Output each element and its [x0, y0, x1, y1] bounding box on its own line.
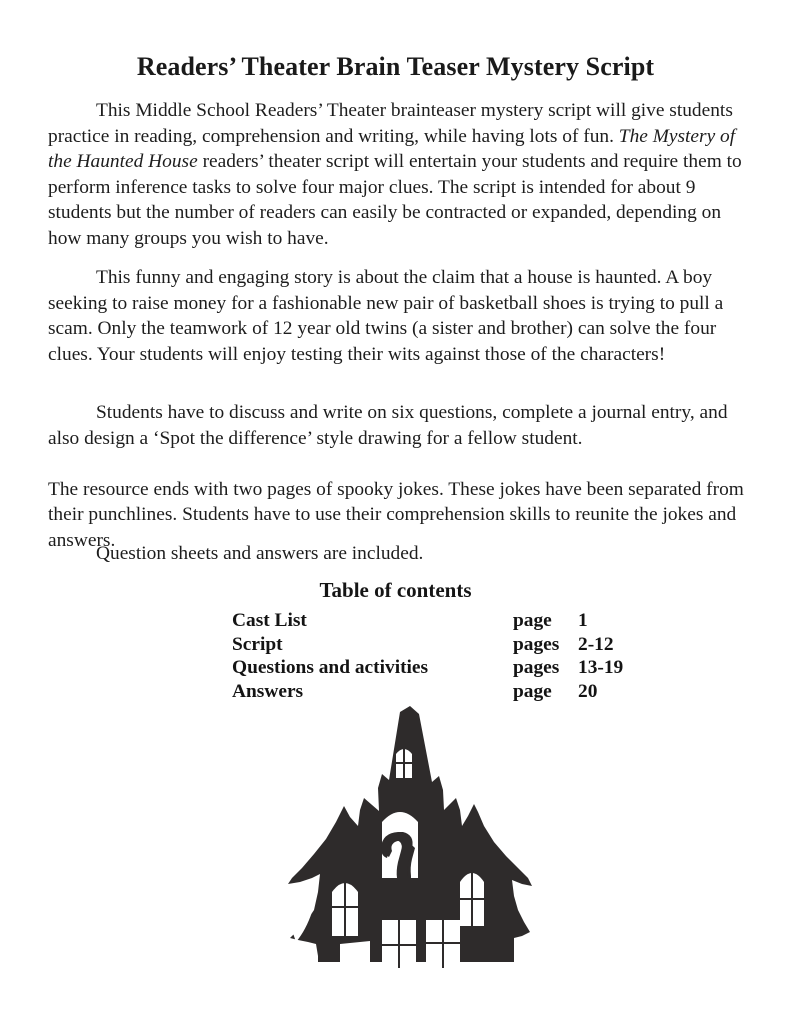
page-title: Readers’ Theater Brain Teaser Mystery Script — [136, 52, 655, 81]
paragraph-text-jokes: The resource ends with two pages of spooky jokes. These jokes have been separated from their punchlines. Students have to use their comprehension skills to reunite the jokes and answers. — [48, 478, 744, 551]
haunted-house-icon — [278, 706, 540, 968]
toc-entry-unit: pages — [513, 657, 560, 678]
script-title-italic: The Mystery of the Haunted House — [48, 125, 736, 173]
toc-entry-unit: pages — [513, 633, 560, 655]
activities-paragraph — [48, 400, 744, 554]
story-summary-paragraph — [48, 265, 744, 367]
paragraph-text: Question sheets and answers are included. — [96, 543, 424, 564]
haunted-house-illustration — [278, 706, 540, 968]
table-row — [232, 656, 623, 680]
paragraph-segment-after-title: readers’ theater script will entertain your students and require them to perform inference tasks to solve four major clues. The script is intended for about 9 students but the number of readers can easily be contracted or expanded, depending on how many groups you wish to have. — [48, 151, 742, 249]
intro-paragraph — [48, 98, 744, 252]
toc-entry-pages: 1 — [578, 610, 588, 631]
paragraph-text: This funny and engaging story is about the claim that a house is haunted. A boy seeking to raise money for a fashionable new pair of basketball shoes is trying to pull a scam. Only the teamwork of 12 year old twins (a sister and brother) can solve the four clues. Your students will enjoy testing their wits against those of the characters! — [48, 267, 724, 365]
toc-entry-pages: 13-19 — [578, 657, 624, 678]
toc-entry-unit: page — [513, 610, 552, 631]
paragraph-text — [48, 98, 744, 252]
paragraph-text-activities: Students have to discuss and write on six questions, complete a journal entry, and also design a ‘Spot the difference’ style drawing for a fellow student. — [48, 402, 728, 449]
toc-entry-label: Answers — [232, 680, 304, 702]
table-of-contents — [232, 609, 623, 703]
table-row — [232, 609, 623, 633]
toc-entry-pages: 20 — [578, 680, 598, 702]
answers-note-paragraph — [48, 541, 744, 567]
toc-entry-label: Cast List — [232, 610, 307, 631]
table-row — [232, 633, 623, 657]
toc-entry-unit: page — [513, 680, 552, 702]
table-of-contents-heading: Table of contents — [319, 578, 472, 602]
paragraph-segment-before-title: This Middle School Readers’ Theater brainteaser mystery script will give students practice in reading, comprehension and writing, while having lots of fun. — [48, 100, 733, 147]
toc-entry-label: Questions and activities — [232, 657, 429, 678]
toc-entry-label: Script — [232, 633, 283, 655]
table-row — [232, 680, 623, 704]
toc-entry-pages: 2-12 — [578, 633, 614, 655]
